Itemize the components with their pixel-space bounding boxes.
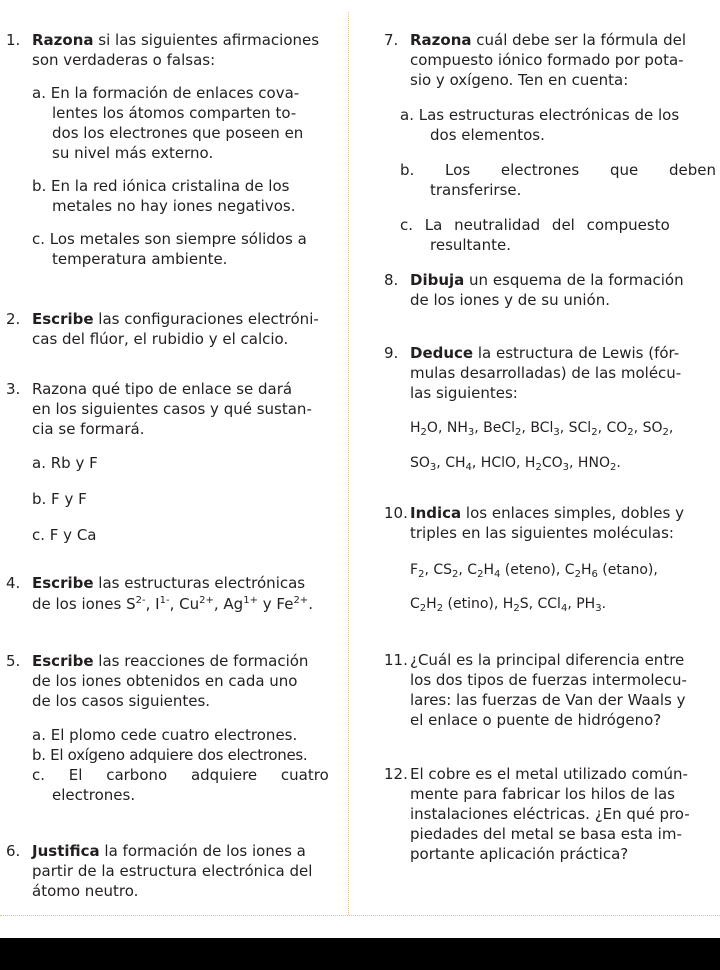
question-text: Razona qué tipo de enlace se dará (32, 380, 293, 398)
option-c: c. Los metales son siempre sólidos a (32, 230, 307, 248)
question-text: el enlace o puente de hidrógeno? (410, 711, 662, 729)
question-number: 10. (384, 504, 408, 522)
question-number: 6. (6, 842, 21, 860)
option-c: resultante. (430, 236, 512, 254)
option-c: c. F y Ca (32, 526, 97, 544)
question-text: partir de la estructura electrónica del (32, 862, 313, 880)
option-a: dos elementos. (430, 126, 545, 144)
option-c: electrones. (52, 786, 136, 804)
question-text: compuesto iónico formado por pota- (410, 51, 684, 69)
question-number: 8. (384, 271, 399, 289)
bottom-black-bar (0, 938, 720, 970)
question-text: cas del flúor, el rubidio y el calcio. (32, 330, 289, 348)
formula-list: $SO_3$, $CH_4$, HClO, $H_2CO_3$, $HNO_2$. (410, 455, 621, 473)
bottom-border (0, 915, 720, 916)
question-number: 12. (384, 765, 408, 783)
option-a: a. En la formación de enlaces cova- (32, 84, 300, 102)
question-text: Escribe las estructuras electrónicas (32, 574, 306, 592)
question-text: El cobre es el metal utilizado común- (410, 765, 688, 783)
question-text: Deduce la estructura de Lewis (fór- (410, 344, 680, 362)
option-a: a. Rb y F (32, 454, 98, 472)
option-a: lentes los átomos comparten to- (52, 104, 297, 122)
question-text: los dos tipos de fuerzas intermolecu- (410, 671, 687, 689)
question-number: 1. (6, 31, 21, 49)
question-text: en los siguientes casos y qué sustan- (32, 400, 312, 418)
question-text: son verdaderas o falsas: (32, 51, 216, 69)
question-text: mulas desarrolladas) de las molécu- (410, 364, 682, 382)
option-a: a. El plomo cede cuatro electrones. (32, 726, 298, 744)
option-a: dos los electrones que poseen en (52, 124, 304, 142)
question-text: de los iones obtenidos en cada uno (32, 672, 298, 690)
question-text: de los casos siguientes. (32, 692, 211, 710)
question-text: cia se formará. (32, 420, 145, 438)
option-b: metales no hay iones negativos. (52, 197, 296, 215)
question-text: Razona cuál debe ser la fórmula del (410, 31, 687, 49)
question-number: 2. (6, 310, 21, 328)
option-c: temperatura ambiente. (52, 250, 228, 268)
question-text: sio y oxígeno. Ten en cuenta: (410, 71, 629, 89)
question-text: piedades del metal se basa esta im- (410, 825, 682, 843)
option-c: c. La neutralidad del compuesto (400, 216, 670, 234)
question-text: las siguientes: (410, 384, 518, 402)
ion-list: de los iones $S^{2-}$, $I^{1-}$, $Cu^{2+}$, $Ag^{1+}$ y $Fe^{2+}$. (32, 595, 313, 613)
question-text: Escribe las reacciones de formación (32, 652, 309, 670)
option-b: b. F y F (32, 490, 87, 508)
option-b: transferirse. (430, 181, 522, 199)
column-divider (348, 12, 349, 915)
option-a: a. Las estructuras electrónicas de los (400, 106, 680, 124)
option-b: b. En la red iónica cristalina de los (32, 177, 290, 195)
question-text: Razona si las siguientes afirmaciones (32, 31, 320, 49)
option-b: b. El oxígeno adquiere dos electrones. (32, 746, 308, 764)
option-a: su nivel más externo. (52, 144, 214, 162)
right-column (353, 0, 720, 915)
question-text: ¿Cuál es la principal diferencia entre (410, 651, 685, 669)
question-text: Justifica la formación de los iones a (32, 842, 306, 860)
question-number: 7. (384, 31, 399, 49)
question-text: triples en las siguientes moléculas: (410, 524, 674, 542)
question-text: Indica los enlaces simples, dobles y (410, 504, 684, 522)
option-b: b. Los electrones que deben (400, 161, 717, 179)
question-number: 9. (384, 344, 399, 362)
question-text: lares: las fuerzas de Van der Waals y (410, 691, 686, 709)
question-text: Dibuja un esquema de la formación (410, 271, 684, 289)
question-number: 5. (6, 652, 21, 670)
question-number: 11. (384, 651, 408, 669)
formula-list: $C_2H_2$ (etino), $H_2S$, CCl$_4$, $PH_3$. (410, 596, 607, 614)
question-number: 3. (6, 380, 21, 398)
question-text: instalaciones eléctricas. ¿En qué pro- (410, 805, 690, 823)
formula-list: $H_2O$, $NH_3$, BeCl$_2$, BCl$_3$, SCl$_2$, $CO_2$, $SO_2$, (410, 420, 674, 438)
question-text: de los iones y de su unión. (410, 291, 610, 309)
question-number: 4. (6, 574, 21, 592)
formula-list: $F_2$, $CS_2$, $C_2H_4$ (eteno), $C_2H_6$ (etano), (410, 562, 658, 580)
question-text: mente para fabricar los hilos de las (410, 785, 675, 803)
question-text: átomo neutro. (32, 882, 139, 900)
question-text: Escribe las configuraciones electróni- (32, 310, 319, 328)
question-text: portante aplicación práctica? (410, 845, 629, 863)
left-column (0, 0, 344, 915)
option-c: c. El carbono adquiere cuatro (32, 766, 329, 784)
